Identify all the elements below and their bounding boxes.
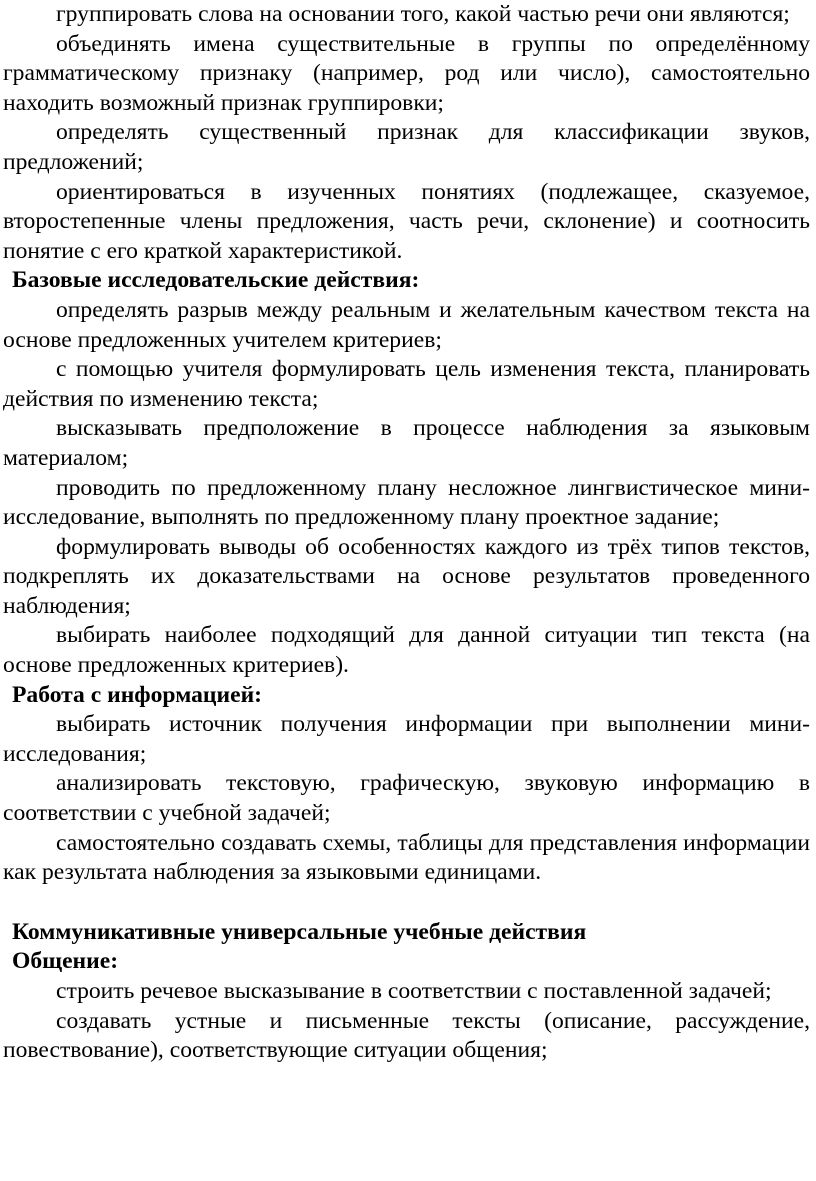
heading-research-actions: Базовые исследовательские действия:: [12, 267, 420, 294]
paragraph-info-schemes: самостоятельно создавать схемы, таблицы для представления информации как результата наблюдения за языковыми единицами.: [3, 829, 810, 886]
heading-information-work: Работа с информацией:: [12, 681, 263, 708]
section-gap: [3, 888, 810, 918]
paragraph-concepts: ориентироваться в изученных понятиях (подлежащее, сказуемое, второстепенные члены предложения, часть речи, склонение) и соотносить понятие с его краткой характеристикой.: [3, 178, 810, 264]
paragraph-research-mini-study: проводить по предложенному плану несложное лингвистическое мини-исследование, выполнять по предложенному плану проектное задание;: [3, 474, 810, 531]
heading-communication: Общение:: [12, 948, 119, 975]
paragraph-group-words: группировать слова на основании того, какой частью речи они являются;: [56, 1, 790, 27]
heading-communicative-actions: Коммуникативные универсальные учебные действия: [12, 918, 587, 945]
paragraph-info-source: выбирать источник получения информации при выполнении мини-исследования;: [3, 711, 810, 767]
paragraph-research-gap: определять разрыв между реальным и желательным качеством текста на основе предложенных учителем критериев;: [3, 296, 810, 353]
paragraph-research-goal: с помощью учителя формулировать цель изменения текста, планировать действия по изменению текста;: [3, 356, 810, 412]
paragraph-communication-speech: строить речевое высказывание в соответствии с поставленной задачей;: [56, 978, 772, 1004]
paragraph-classification: определять существенный признак для классификации звуков, предложений;: [3, 119, 810, 175]
paragraph-group-nouns: объединять имена существительные в группы по определённому грамматическому признаку (например, род или число), самостоятельно находить возможный признак группировки;: [3, 30, 810, 116]
paragraph-research-hypothesis: высказывать предположение в процессе наблюдения за языковым материалом;: [3, 415, 810, 471]
paragraph-communication-texts: создавать устные и письменные тексты (описание, рассуждение, повествование), соответствующие ситуации общения;: [3, 1007, 810, 1064]
paragraph-research-conclusions: формулировать выводы об особенностях каждого из трёх типов текстов, подкреплять их доказательствами на основе результатов проведенного наблюдения;: [3, 533, 810, 619]
paragraph-info-analyze: анализировать текстовую, графическую, звуковую информацию в соответствии с учебной задачей;: [3, 770, 810, 827]
paragraph-research-text-type: выбирать наиболее подходящий для данной ситуации тип текста (на основе предложенных критериев).: [3, 622, 810, 679]
